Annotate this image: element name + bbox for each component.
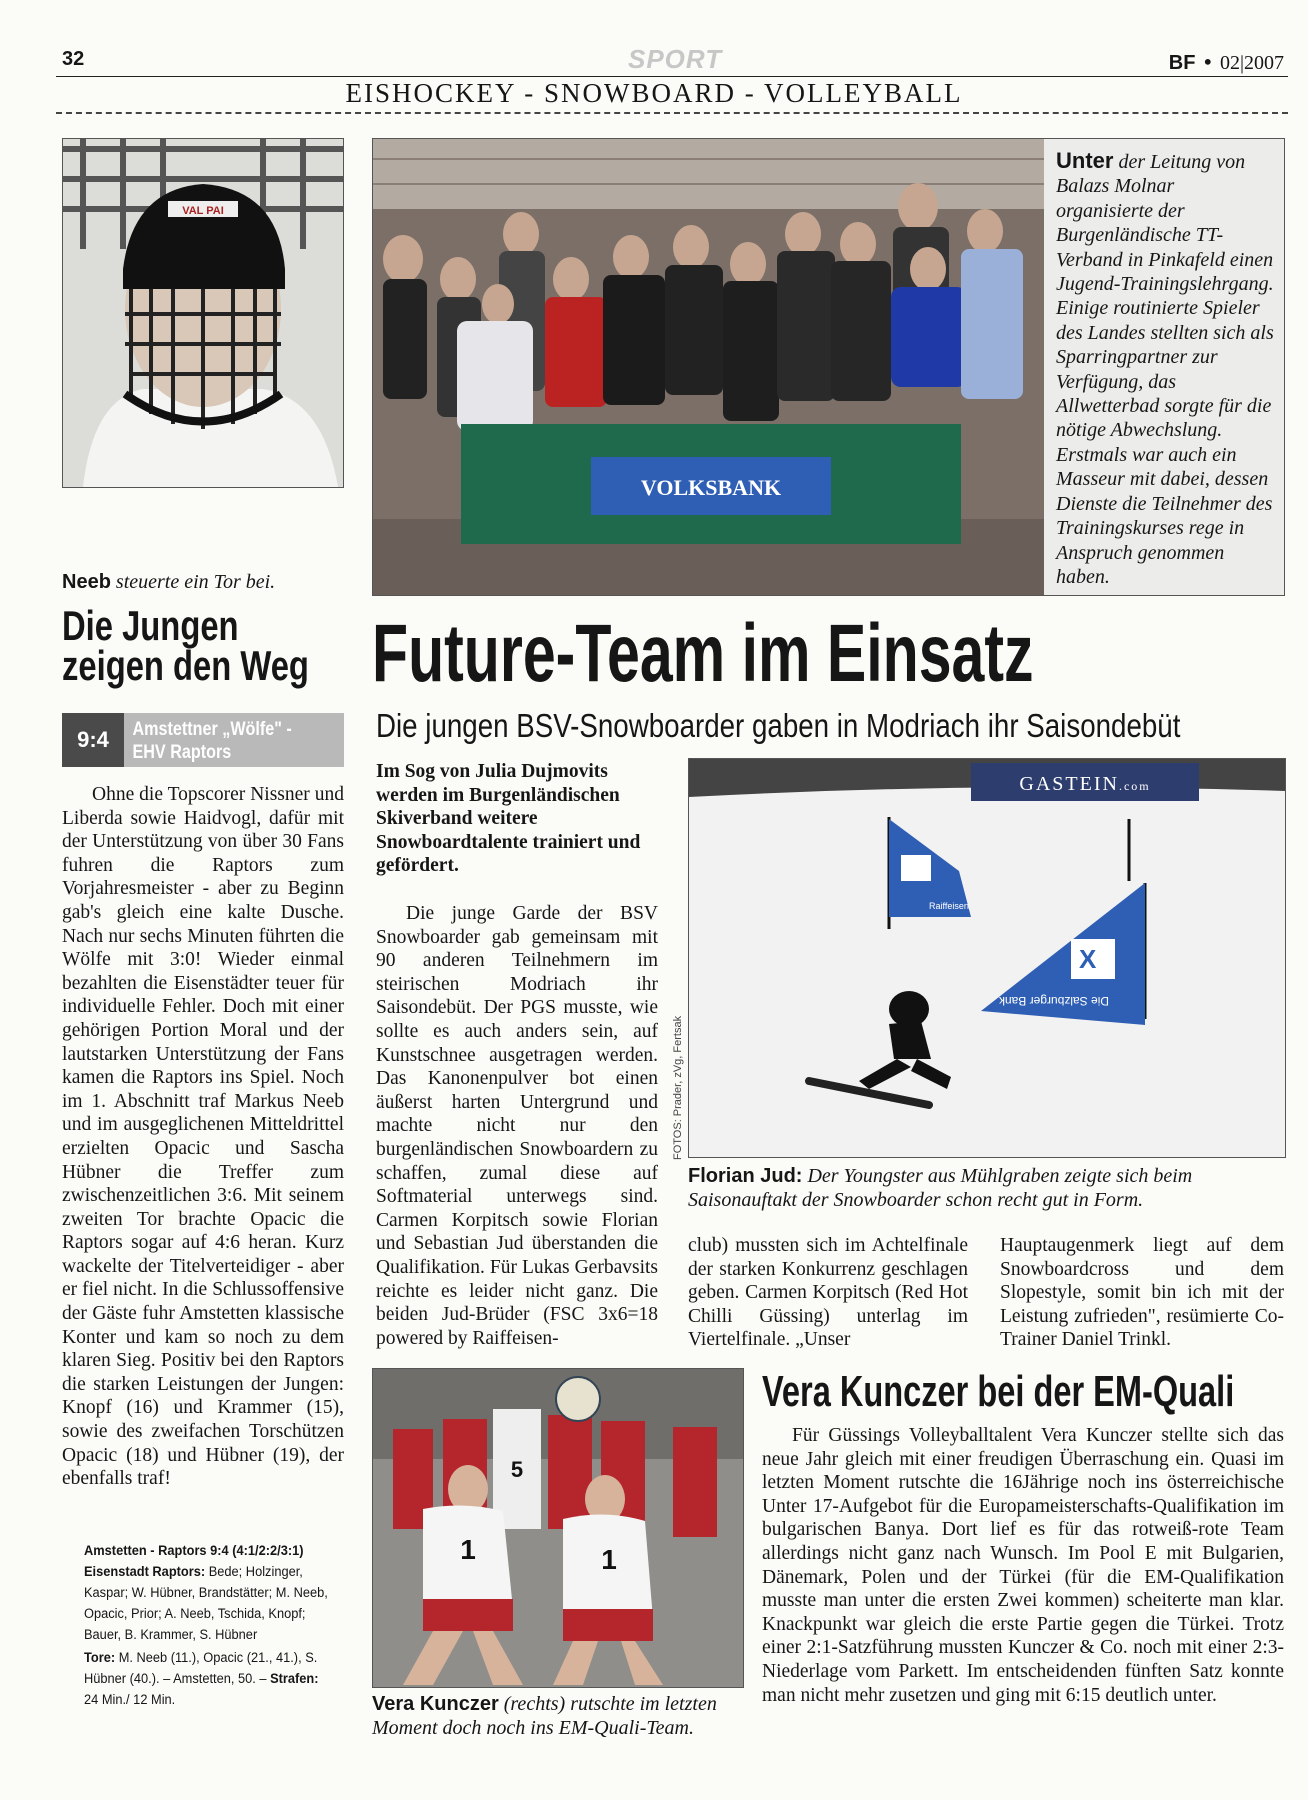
matchup-line2: EHV Raptors — [132, 742, 232, 763]
snowboard-headline: Future-Team im Einsatz — [372, 608, 1034, 699]
stats-result: Amstetten - Raptors 9:4 (4:1/2:2/3:1) — [84, 1543, 304, 1558]
hockey-headline — [62, 602, 352, 689]
issue-number: 02|2007 — [1219, 52, 1284, 74]
stats-team-label: Eisenstadt Raptors: — [84, 1564, 206, 1579]
hockey-stats — [84, 1540, 331, 1710]
volksbank-banner: VOLKSBANK — [640, 475, 782, 500]
volleyball-caption-text: (rechts) rutschte im letzten Moment doch noch ins EM-Quali-Team. — [372, 1693, 717, 1739]
hockey-headline-line1: Die Jungen — [62, 602, 239, 649]
volleyball-caption-name: Vera Kunczer — [372, 1693, 499, 1715]
jersey-number-1: 5 — [510, 1457, 524, 1482]
snowboarder-photo — [688, 758, 1286, 1158]
score: 9:4 — [77, 727, 109, 752]
flag-text-large: Die Salzburger Bank — [998, 994, 1109, 1008]
stats-goals-text: M. Neeb (11.), Opacic (21., 41.), S. Hübner (40.). – Amstetten, 50. – — [84, 1650, 318, 1686]
matchup-box — [124, 713, 344, 767]
snowboard-body-col1: Die junge Garde der BSV Snowboarder gab gemeinsam mit 90 anderen Teilnehmern im steirischen Modriach ihr Saisondebüt. Der PGS musste, wie sollte es auch anders sein, auf Kunstschnee ausgetragen werden. Das Kanonenpulver bot einen äußerst harten Untergrund und machte nicht nur den burgenländischen Snowboardern zu schaffen, zumal diese auf Softmaterial unterwegs sind. Carmen Korpitsch sowie Florian und Sebastian Jud überstanden die Qualifikation. Für Lukas Gerbavsits reichte es leider nicht ganz. Die beiden Jud-Brüder (FSC 3x6=18 powered by Raiffeisen- — [376, 903, 658, 1349]
gastein-banner-suffix: .com — [1118, 779, 1151, 793]
hockey-article-body: Ohne die Topscorer Nissner und Liberda sowie Haidvogl, dafür mit der Unterstützung von über 30 Fans fuhren die Raptors zum Vorjahresmeister - aber zu Beginn gab's gleich eine kalte Dusche. Nach nur sechs Minuten führten die Wölfe mit 3:0! Wieder einmal bezahlten die Eisenstädter teuer für individuelle Fehler. Doch mit einer gehörigen Portion Moral und der lautstarken Unterstützung der Fans kamen die Raptors ins Spiel. Noch im 1. Abschnitt traf Markus Neeb und im ausgeglichenen Mitteldrittel erzielten Opacic und Sascha Hübner die Treffer zum zwischenzeitlichen 3:6. Mit seinem zweiten Tor brachte Opacic die Raptors sogar auf 4:6 heran. Kurz wackelte der Titelverteidiger - aber er fiel nicht. In die Schlussoffensive der Gäste fuhr Amstetten klassische Konter und kam so noch zu dem klaren Sieg. Positiv bei den Raptors die starken Leistungen der Jungen: Knopf (16) und Krammer (15), sowie des zweifachen Torschützen Opacic (18) und Hübner (19), der ebenfalls traf! — [62, 784, 344, 1490]
snowboard-photo-caption — [688, 1164, 1284, 1212]
snowboard-body-col2: club) mussten sich im Achtelfinale der starken Konkurrenz geschlagen geben. Carmen Korpitsch (Red Hot Chilli Güssing) unterlag im Viertelfinale. „Unser — [688, 1235, 968, 1351]
tt-caption — [1044, 139, 1284, 589]
volleyball-headline: Vera Kunczer bei der EM-Quali — [762, 1367, 1235, 1416]
volleyball-photo — [372, 1368, 744, 1688]
tt-caption-text: der Leitung von Balazs Molnar organisierte der Burgenländische TT-Verband in Pinkafeld einen Jugend-Trainingslehrgang. Einige routinierte Spieler des Landes stellten sich als Sparringpartner zur Verfügung, das Allwetterbad sorgte für die nötige Abwechslung. Erstmals war auch ein Masseur mit dabei, dessen Dienste die Teilnehmer des Trainingskurses rege in Anspruch genommen haben. — [1056, 151, 1274, 588]
header-rule — [56, 76, 1288, 77]
stats-lineup — [84, 1561, 331, 1645]
publication-info — [1169, 50, 1284, 75]
dashed-divider — [56, 112, 1288, 114]
flag-text-small: Raiffeisen — [929, 901, 969, 911]
team-group-photo — [372, 138, 1046, 596]
stats-goals — [84, 1647, 331, 1710]
snowboard-lead: Im Sog von Julia Dujmovits werden im Burgenländischen Skiverband weitere Snowboardtalente trainiert und gefördert. — [376, 761, 641, 877]
topics-heading: EISHOCKEY - SNOWBOARD - VOLLEYBALL — [345, 78, 963, 108]
hockey-caption-name: Neeb — [62, 571, 111, 593]
stats-penalties-label: Strafen: — [270, 1671, 319, 1686]
jersey-number-3: 1 — [601, 1544, 617, 1575]
hockey-caption-text: steuerte ein Tor bei. — [115, 571, 276, 593]
page-number: 32 — [62, 48, 85, 70]
hockey-photo-caption — [62, 570, 352, 594]
score-box — [62, 713, 124, 767]
stats-penalties: 24 Min./ 12 Min. — [84, 1692, 176, 1707]
snowboard-caption-name: Florian Jud: — [688, 1165, 803, 1187]
snowboard-caption-text: Der Youngster aus Mühlgraben zeigte sich beim Saisonauftakt der Snowboarder schon recht gut in Form. — [688, 1165, 1193, 1211]
svg-text:X: X — [1079, 944, 1097, 974]
publication-name: BF — [1168, 52, 1196, 74]
stats-goals-label: Tore: — [84, 1650, 116, 1665]
jersey-number-2: 1 — [460, 1534, 476, 1565]
stats-team: Bede; Holzinger, Kaspar; W. Hübner, Brandstätter; M. Neeb, Opacic, Prior; A. Neeb, Tschida, Knopf; Bauer, B. Krammer, S. Hübner — [84, 1564, 328, 1642]
volleyball-photo-caption — [372, 1692, 742, 1740]
photo-credit: FOTOS: Prader, zVg, Fertsak — [672, 1015, 684, 1160]
hockey-player-photo — [62, 138, 344, 488]
snowboard-body-col3: Hauptaugenmerk liegt auf dem Snowboardcross und dem Slopestyle, somit bin ich mit der Leistung zufrieden", resümierte Co-Trainer Daniel Trinkl. — [1000, 1235, 1284, 1351]
bullet: • — [1201, 50, 1220, 74]
tt-caption-lead: Unter — [1056, 148, 1114, 173]
svg-text:VAL PAI: VAL PAI — [182, 205, 224, 217]
tt-caption-box — [1044, 138, 1285, 596]
gastein-banner: GASTEIN — [1019, 773, 1119, 795]
section-title: SPORT — [628, 44, 723, 74]
matchup-line1: Amstettner „Wölfe" - — [132, 719, 292, 740]
hockey-headline-line2: zeigen den Weg — [62, 642, 309, 689]
volleyball-article-body: Für Güssings Volleyballtalent Vera Kunczer stellte sich das neue Jahr gleich mit einer freudigen Überraschung ein. Quasi im letzten Moment rutschte die 16Jährige noch ins österreichische Unter 17-Aufgebot für die Europameisterschafts-Qualifikation im bulgarischen Banya. Dort lief es für das rotweiß-rote Team allerdings nicht ganz nach Wunsch. Im Pool E mit Bulgarien, Dänemark, Polen und der Türkei (für die EM-Qualifikation musste man unter die ersten Zwei kommen) scheiterte man klar. Knackpunkt war gleich die erste Partie gegen die Türkei. Trotz einer 2:1-Satzführung mussten Kunczer & Co. noch mit einer 2:3-Niederlage vom Parkett. Im entscheidenden fünften Satz konnte man nicht mehr zusetzen und ging mit 6:15 deutlich unter. — [762, 1425, 1284, 1706]
snowboard-subheadline: Die jungen BSV-Snowboarder gaben in Modriach ihr Saisondebüt — [376, 707, 1181, 744]
